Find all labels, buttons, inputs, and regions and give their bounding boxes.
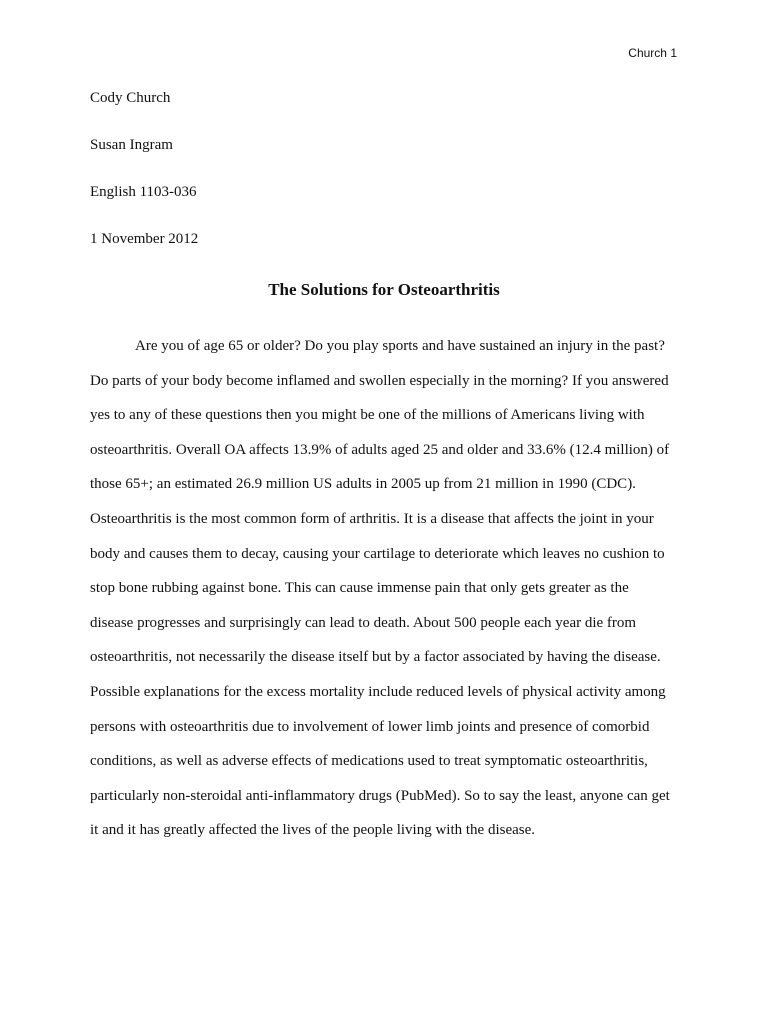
body-line: Osteoarthritis is the most common form of arthritis. It is a disease that affects the joint in your bbox=[90, 510, 654, 527]
body-line: particularly non-steroidal anti-inflammatory drugs (PubMed). So to say the least, anyone can get bbox=[90, 787, 670, 804]
body-line: stop bone rubbing against bone. This can cause immense pain that only gets greater as the bbox=[90, 580, 629, 597]
body-line: body and causes them to decay, causing your cartilage to deteriorate which leaves no cushion to bbox=[90, 545, 665, 562]
body-line: Do parts of your body become inflamed and swollen especially in the morning? If you answered bbox=[90, 372, 669, 389]
body-line: Possible explanations for the excess mortality include reduced levels of physical activity among bbox=[90, 683, 666, 700]
body-line: those 65+; an estimated 26.9 million US adults in 2005 up from 21 million in 1990 (CDC). bbox=[90, 476, 636, 493]
body-line: osteoarthritis, not necessarily the disease itself but by a factor associated by having the disease. bbox=[90, 649, 661, 666]
instructor-name: Susan Ingram bbox=[90, 137, 173, 153]
essay-title: The Solutions for Osteoarthritis bbox=[268, 280, 500, 299]
body-line: disease progresses and surprisingly can lead to death. About 500 people each year die from bbox=[90, 614, 637, 631]
running-head: Church 1 bbox=[628, 46, 677, 60]
course-name: English 1103-036 bbox=[90, 184, 197, 200]
body-line: Are you of age 65 or older? Do you play sports and have sustained an injury in the past? bbox=[135, 338, 665, 354]
body-line: yes to any of these questions then you might be one of the millions of Americans living with bbox=[90, 407, 645, 424]
heading-block bbox=[90, 89, 690, 277]
body-line: persons with osteoarthritis due to involvement of lower limb joints and presence of comorbid bbox=[90, 718, 650, 735]
body-line: conditions, as well as adverse effects of medications used to treat symptomatic osteoarthritis, bbox=[90, 753, 648, 770]
essay-date: 1 November 2012 bbox=[90, 231, 199, 247]
body-line: osteoarthritis. Overall OA affects 13.9% of adults aged 25 and older and 33.6% (12.4 million) of bbox=[90, 441, 670, 458]
body-paragraph bbox=[90, 329, 690, 848]
body-line: it and it has greatly affected the lives of the people living with the disease. bbox=[90, 822, 536, 839]
author-name: Cody Church bbox=[90, 90, 171, 106]
